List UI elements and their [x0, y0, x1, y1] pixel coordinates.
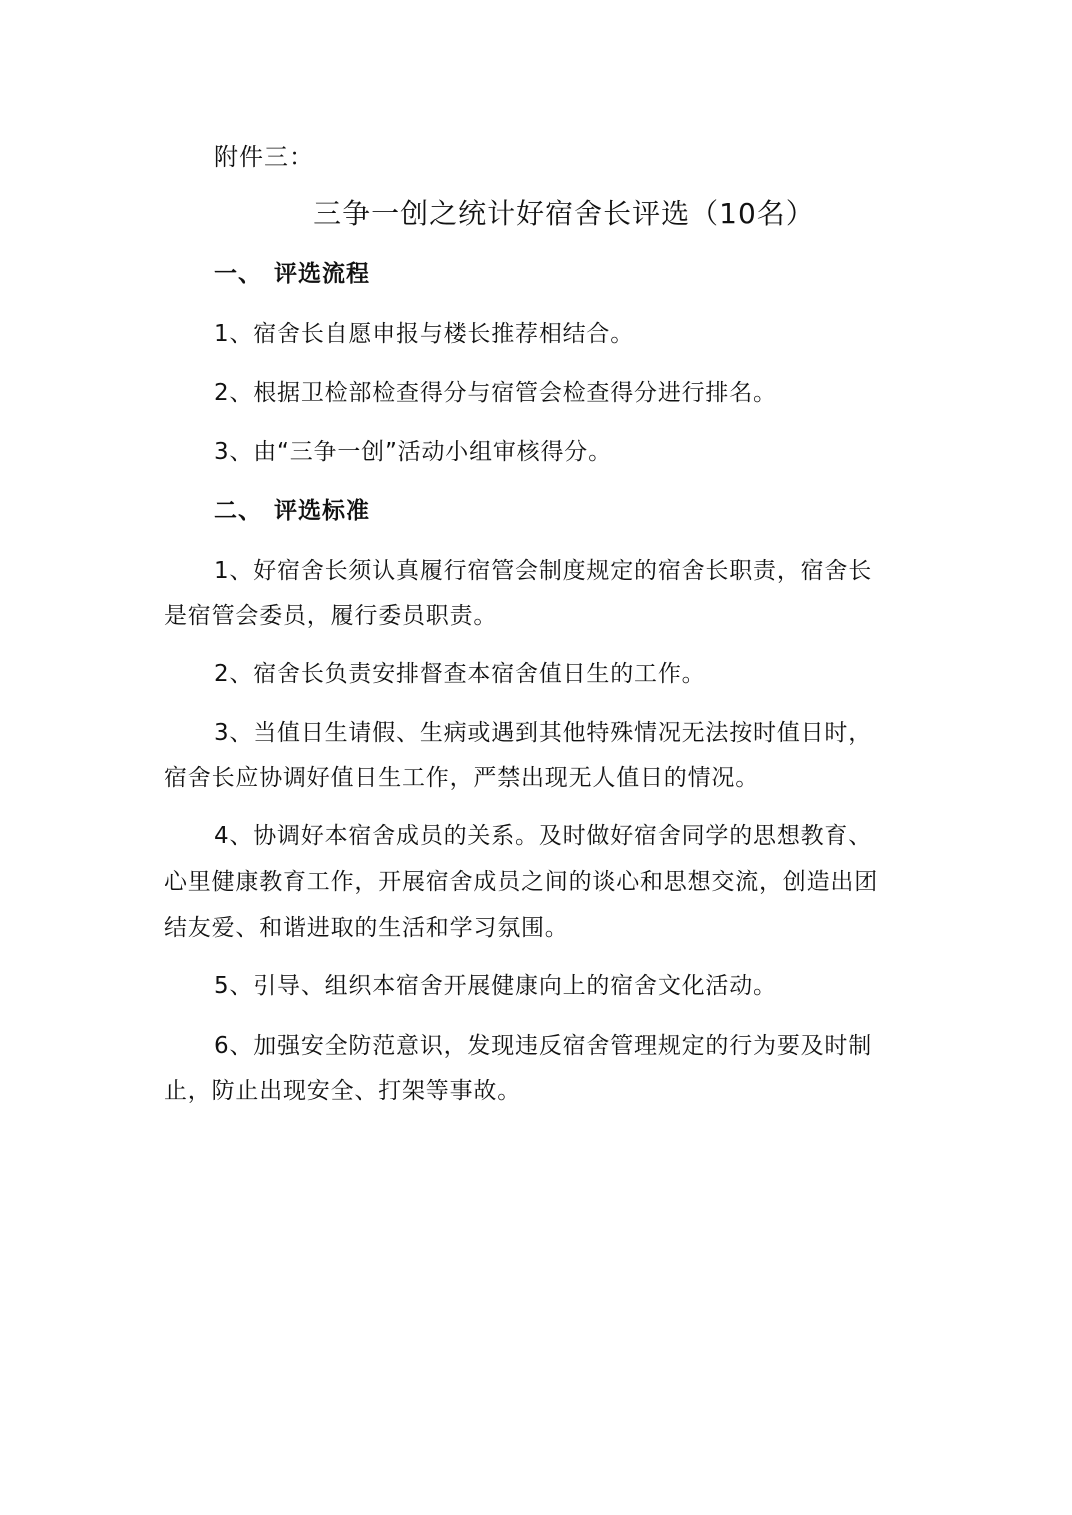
criteria-item-1-line-1: 1、好宿舍长须认真履行宿管会制度规定的宿舍长职责，宿舍长: [214, 558, 873, 584]
section-title: 评选流程: [274, 261, 370, 287]
section-heading-criteria: [214, 495, 370, 527]
process-item-3: 3、由“三争一创”活动小组审核得分。: [214, 439, 612, 465]
criteria-item-4-line-3: 结友爱、和谐进取的生活和学习氛围。: [164, 915, 569, 941]
process-item-1: 1、宿舍长自愿申报与楼长推荐相结合。: [214, 321, 635, 347]
criteria-item-1-line-2: 是宿管会委员，履行委员职责。: [164, 603, 498, 629]
section-title: 评选标准: [274, 498, 370, 524]
criteria-item-5: 5、引导、组织本宿舍开展健康向上的宿舍文化活动。: [214, 973, 777, 999]
criteria-item-4-line-1: 4、协调好本宿舍成员的关系。及时做好宿舍同学的思想教育、: [214, 823, 873, 849]
criteria-item-6-line-2: 止，防止出现安全、打架等事故。: [164, 1078, 521, 1104]
criteria-item-3-line-1: 3、当值日生请假、生病或遇到其他特殊情况无法按时值日时，: [214, 720, 873, 746]
page-title: 三争一创之统计好宿舍长评选（10名）: [313, 197, 815, 230]
criteria-item-3-line-2: 宿舍长应协调好值日生工作，严禁出现无人值日的情况。: [164, 765, 759, 791]
criteria-item-4-line-2: 心里健康教育工作，开展宿舍成员之间的谈心和思想交流，创造出团: [164, 869, 878, 895]
criteria-item-2: 2、宿舍长负责安排督查本宿舍值日生的工作。: [214, 661, 706, 687]
process-item-2: 2、根据卫检部检查得分与宿管会检查得分进行排名。: [214, 380, 777, 406]
attachment-label: 附件三：: [214, 143, 314, 171]
section-number: 二、: [214, 498, 262, 524]
criteria-item-6-line-1: 6、加强安全防范意识，发现违反宿舍管理规定的行为要及时制: [214, 1033, 873, 1059]
section-number: 一、: [214, 261, 262, 287]
section-heading-process: [214, 258, 370, 290]
